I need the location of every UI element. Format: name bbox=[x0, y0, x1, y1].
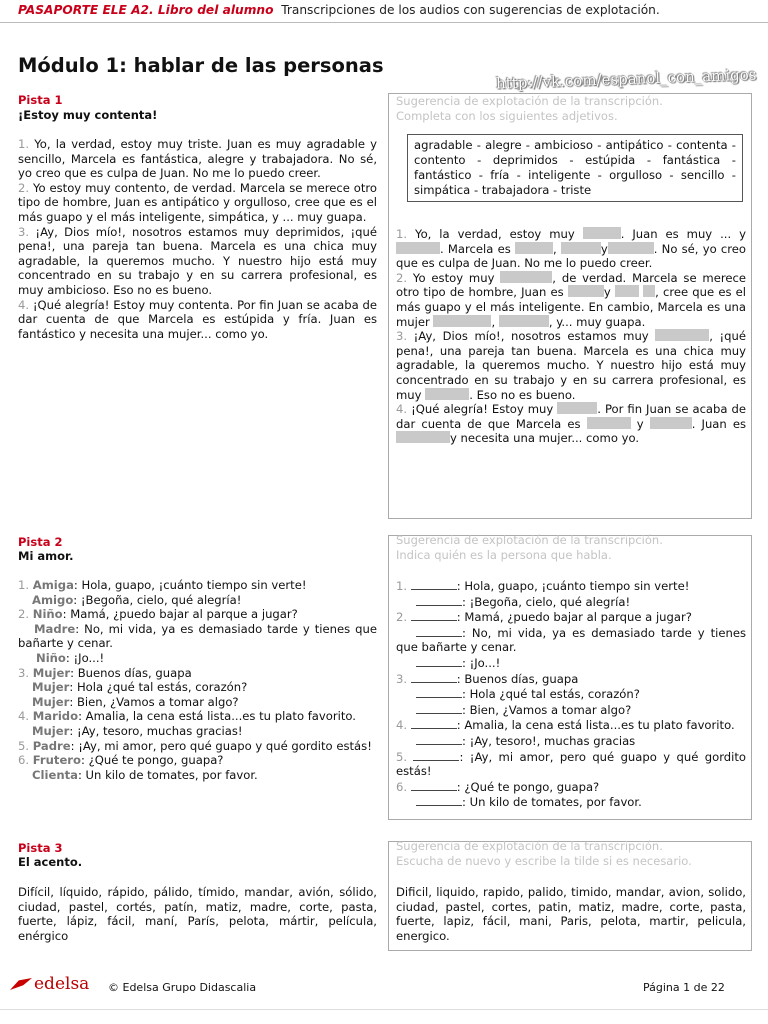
pista3-title: El acento. bbox=[18, 855, 83, 869]
pista2-suggestion: Sugerencia de explotación de la transcripción. Indica quién es la persona que habla. bbox=[396, 533, 663, 562]
speaker-blank[interactable] bbox=[413, 749, 459, 761]
pista1-exercise-box bbox=[388, 93, 752, 519]
pista1-exercise: 1. Yo, la verdad, estoy muy . Juan es muy ... y . Marcela es , y . No sé, yo creo que es culpa de Juan. No me lo puedo creer. 2. Yo estoy muy , de verdad. Marcela se merece otro tipo de hombre, Juan es y , cree que es el más guapo y el más inteligente. En cambio, Marcela es una mujer , , y... muy guapa. 3. ¡Ay, Dios mío!, nosotros estamos muy , ¡qué pena!, una pareja tan buena. Marcela es una chica muy agradable, la queremos mucho. Y nuestro hijo está muy concentrado en su trabajo y en su carrera profesional, es muy . Eso no es bueno. 4. ¡Qué alegría! Estoy muy . Por fin Juan se acaba de dar cuenta de que Marcela es y . Juan es y necesita una mujer... como yo. bbox=[396, 227, 747, 446]
dialogue-line: 4. Marido: Amalia, la cena está lista...es tu plato favorito. bbox=[18, 709, 356, 724]
speaker-blank[interactable] bbox=[416, 594, 462, 606]
pista3-exercise: Dificil, liquido, rapido, palido, timido, mandar, avion, solido, ciudad, pastel, cortes, patin, matiz, madre, corte, pasta, fuerte, lapiz, fácil, mani, Paris, pelota, martir, pelicula, energico. bbox=[396, 885, 746, 943]
answer-gap[interactable] bbox=[396, 242, 440, 254]
pista3-exercise-box bbox=[388, 841, 752, 951]
speaker-blank[interactable] bbox=[416, 686, 462, 698]
pista1-title: ¡Estoy muy contenta! bbox=[18, 108, 158, 122]
dialogue-line: Niño: ¡Jo...! bbox=[36, 650, 105, 665]
answer-gap[interactable] bbox=[433, 315, 491, 327]
dialogue-line: 5. Padre: ¡Ay, mi amor, pero qué guapo y qué gordito estás! bbox=[18, 738, 372, 753]
speaker-blank[interactable] bbox=[411, 671, 457, 683]
answer-gap[interactable] bbox=[568, 285, 604, 297]
speaker-blank[interactable] bbox=[411, 578, 457, 590]
pista3-suggestion: Sugerencia de explotación de la transcripción. Escucha de nuevo y escribe la tilde si es necesario. bbox=[396, 839, 692, 868]
footer-divider bbox=[0, 1009, 768, 1010]
answer-gap[interactable] bbox=[583, 227, 621, 239]
answer-gap[interactable] bbox=[515, 242, 553, 254]
book-title: PASAPORTE ELE A2. Libro del alumno bbox=[18, 3, 274, 17]
dialogue-line: Amigo: ¡Begoña, cielo, qué alegría! bbox=[32, 592, 242, 607]
dialogue-line: Clienta: Un kilo de tomates, por favor. bbox=[32, 767, 258, 782]
answer-gap[interactable] bbox=[500, 271, 552, 283]
pista2-label: Pista 2 bbox=[18, 535, 63, 549]
pista1-transcript bbox=[18, 137, 377, 341]
pista2-title: Mi amor. bbox=[18, 549, 74, 563]
speaker-blank[interactable] bbox=[416, 794, 462, 806]
pista2-transcript bbox=[18, 578, 377, 782]
header-subtitle: Transcripciones de los audios con sugerencias de explotación. bbox=[281, 3, 660, 17]
speaker-blank[interactable] bbox=[416, 733, 462, 745]
transcript-item: 4. ¡Qué alegría! Estoy muy contenta. Por fin Juan se acaba de dar cuenta de que Marcela es estúpida y fría. Juan es fantástico y necesita una mujer... como yo. bbox=[18, 297, 377, 341]
page-number: Página 1 de 22 bbox=[643, 981, 725, 994]
watermark: http://vk.com/espanol_con_amigos bbox=[495, 65, 757, 93]
answer-gap[interactable] bbox=[561, 242, 601, 254]
pista3-label: Pista 3 bbox=[18, 841, 63, 855]
dialogue-line: 6. Frutero: ¿Qué te pongo, guapa? bbox=[18, 753, 224, 768]
answer-gap[interactable] bbox=[608, 242, 654, 254]
speaker-blank[interactable] bbox=[411, 717, 457, 729]
speaker-blank[interactable] bbox=[416, 625, 462, 637]
adjective-word-box: agradable - alegre - ambicioso - antipático - contenta - contento - deprimidos - estúpida - fantástica - fantástico - fría - inteligente - orgulloso - sencillo - simpática - trabajadora - triste bbox=[407, 134, 743, 202]
module-title: Módulo 1: hablar de las personas bbox=[18, 54, 384, 77]
pista1-suggestion: Sugerencia de explotación de la transcripción. Completa con los siguientes adjetivos. bbox=[396, 94, 663, 123]
answer-gap[interactable] bbox=[655, 329, 709, 341]
speaker-blank[interactable] bbox=[411, 779, 457, 791]
dialogue-line: Mujer: Bien, ¿Vamos a tomar algo? bbox=[32, 694, 239, 709]
answer-gap[interactable] bbox=[396, 431, 450, 443]
answer-gap[interactable] bbox=[499, 315, 549, 327]
speaker-blank[interactable] bbox=[411, 609, 457, 621]
answer-gap[interactable] bbox=[587, 417, 631, 429]
answer-gap[interactable] bbox=[615, 285, 639, 297]
speaker-blank[interactable] bbox=[416, 702, 462, 714]
dialogue-line: Mujer: Hola ¿qué tal estás, corazón? bbox=[32, 680, 248, 695]
transcript-item: 3. ¡Ay, Dios mío!, nosotros estamos muy deprimidos, ¡qué pena!, una pareja tan buena. Marcela es una chica muy agradable, la queremos mucho. Y nuestro hijo está muy concentrado en su trabajo y en su carrera profesional, es muy ambicioso. Eso no es bueno. bbox=[18, 224, 377, 297]
header-divider bbox=[0, 22, 768, 23]
transcript-item: 2. Yo estoy muy contento, de verdad. Marcela se merece otro tipo de hombre, Juan es antipático y orgulloso, cree que es el más guapo y el más inteligente, simpática, y ... muy guapa. bbox=[18, 180, 378, 224]
pista2-exercise: 1. : Hola, guapo, ¡cuánto tiempo sin verte! : ¡Begoña, cielo, qué alegría! 2. : Mamá, ¿puedo bajar al parque a jugar? : No, mi vida, ya es demasiado tarde y tienes que bañarte y cenar. : ¡Jo...! 3. : Buenos días, guapa : Hola ¿qué tal estás, corazón? : Bien, ¿Vamos a tomar algo? 4. : Amalia, la cena está lista...es tu plato favorito. : ¡Ay, tesoro!, muchas gracias 5. : ¡Ay, mi amor, pero qué guapo y qué gordito estás! 6. : ¿Qué te pongo, guapa? : Un kilo de tomates, por favor. bbox=[396, 579, 747, 810]
dialogue-line: 1. Amiga: Hola, guapo, ¡cuánto tiempo sin verte! bbox=[18, 578, 307, 592]
page-header bbox=[18, 3, 660, 17]
edelsa-logo: edelsa bbox=[10, 974, 89, 994]
dialogue-line: 3. Mujer: Buenos días, guapa bbox=[18, 665, 192, 680]
dialogue-line: 2. Niño: Mamá, ¿puedo bajar al parque a jugar? bbox=[18, 607, 298, 622]
pista1-label: Pista 1 bbox=[18, 93, 63, 107]
copyright: © Edelsa Grupo Didascalia bbox=[108, 981, 257, 994]
pista2-exercise-box bbox=[388, 535, 752, 820]
answer-gap[interactable] bbox=[425, 388, 469, 400]
answer-gap[interactable] bbox=[650, 417, 692, 429]
pista3-word-list: Difícil, líquido, rápido, pálido, tímido, mandar, avión, sólido, ciudad, pastel, cortés, patín, matiz, madre, corte, pasta, fuerte, lápiz, fácil, maní, París, pelota, mártir, película, enérgico bbox=[18, 885, 377, 943]
dialogue-line: Madre: No, mi vida, ya es demasiado tarde y tienes que bañarte y cenar. bbox=[18, 621, 377, 651]
answer-gap[interactable] bbox=[557, 402, 597, 414]
transcript-item: 1. Yo, la verdad, estoy muy triste. Juan es muy agradable y sencillo, Marcela es fantástica, alegre y trabajadora. No sé, yo creo que es culpa de Juan. No me lo puedo creer. bbox=[18, 137, 377, 181]
logo-mark-icon bbox=[10, 978, 32, 990]
dialogue-line: Mujer: ¡Ay, tesoro, muchas gracias! bbox=[32, 723, 243, 738]
speaker-blank[interactable] bbox=[416, 655, 462, 667]
answer-gap[interactable] bbox=[643, 285, 655, 297]
